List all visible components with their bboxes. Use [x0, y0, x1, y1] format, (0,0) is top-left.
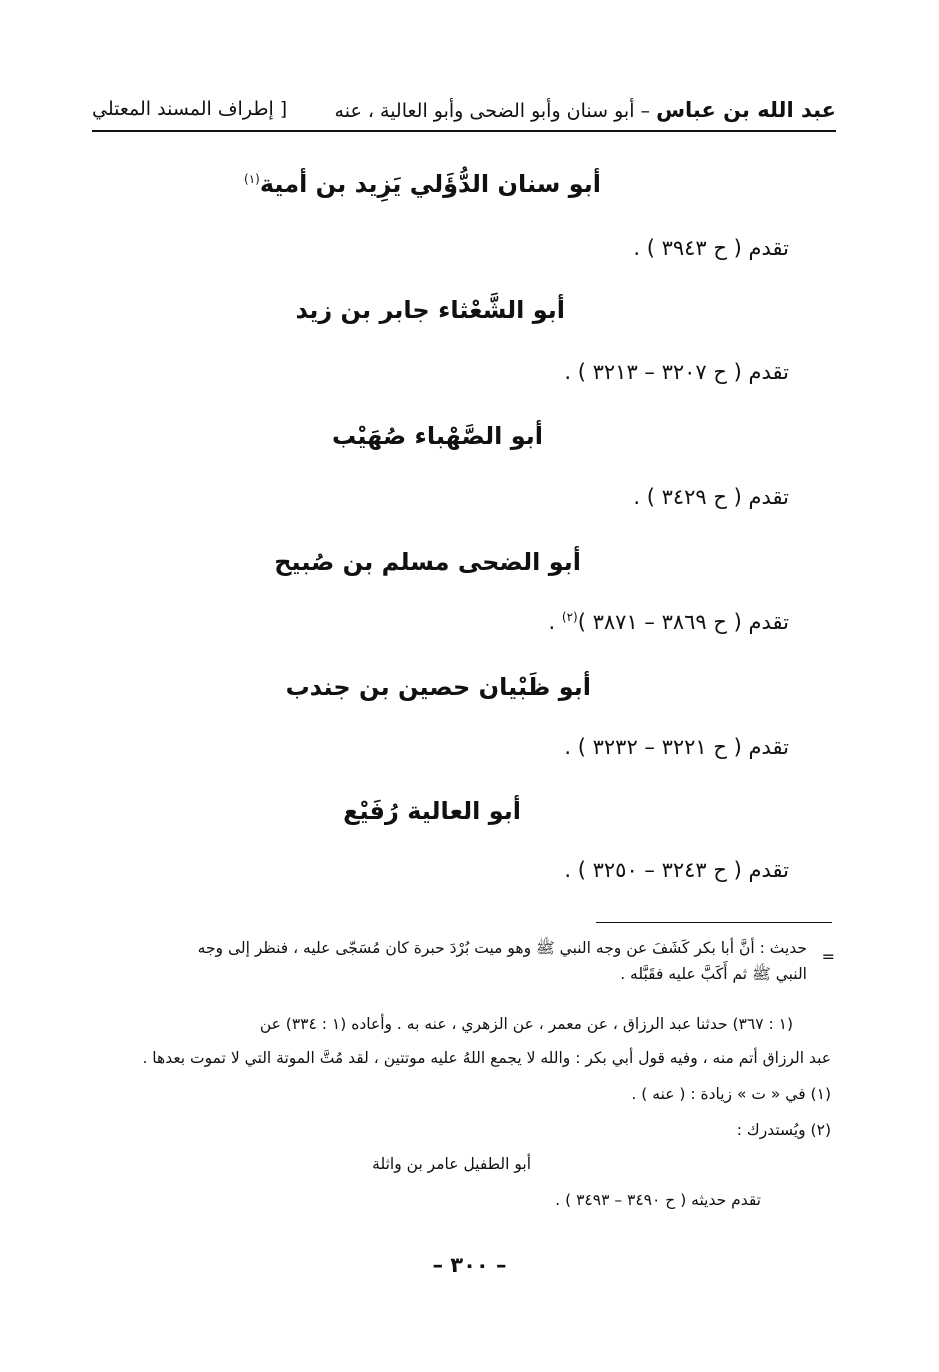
footnote-line-1: حديث : أنَّ أبا بكر كَشَفَ عن وجه النبي ﷺ وهو ميت بُرْدَ حبرة كان مُسَجّى عليه ، فنظر إلى وجه: [197, 939, 807, 957]
cross-reference-1: تقدم ( ح ٣٩٤٣ ) .: [633, 236, 789, 260]
cross-reference-4: [549, 610, 789, 634]
footnote-1: (١) في « ت » زيادة : ( عنه ) .: [631, 1085, 831, 1103]
narrator-heading-5: أبو ظَبْيان حصين بن جندب: [285, 673, 591, 701]
narrator-heading-3: أبو الصَّهْباء صُهَيْب: [331, 422, 543, 450]
header-title: [335, 98, 836, 122]
cross-reference-3: تقدم ( ح ٣٤٢٩ ) .: [633, 485, 789, 509]
footnote-marker: (٢): [561, 610, 578, 624]
footnote-line-3: (١ : ٣٦٧) حدثنا عبد الرزاق ، عن معمر ، عن الزهري ، عنه به . وأعاده (١ : ٣٣٤) عن: [259, 1015, 793, 1033]
narrator-heading-6: أبو العالية رُفَيْع: [343, 797, 521, 825]
footnote-2: (٢) ويُستدرك :: [736, 1121, 831, 1139]
header-book-title: [ إطراف المسند المعتلي: [92, 98, 288, 120]
narrator-heading-4: أبو الضحى مسلم بن صُبيح: [274, 548, 581, 576]
footnote-separator: [596, 922, 832, 923]
reference-end: .: [548, 610, 562, 634]
footnote-2-reference: تقدم حديثه ( ح ٣٤٩٠ – ٣٤٩٣ ) .: [555, 1191, 761, 1209]
reference-text: تقدم ( ح ٣٨٦٩ – ٣٨٧١ ): [577, 610, 789, 634]
cross-reference-2: تقدم ( ح ٣٢٠٧ – ٣٢١٣ ) .: [564, 360, 789, 384]
cross-reference-6: تقدم ( ح ٣٢٤٣ – ٣٢٥٠ ) .: [564, 858, 789, 882]
footnote-marker: (١): [244, 172, 260, 186]
footnote-continuation-mark: =: [821, 947, 835, 966]
footnote-line-2: النبي ﷺ ثم أَكَبَّ عليه فقَبَّله .: [620, 965, 807, 983]
footnote-2-narrator: أبو الطفيل عامر بن واثلة: [372, 1155, 531, 1173]
cross-reference-5: تقدم ( ح ٣٢٢١ – ٣٢٣٢ ) .: [564, 735, 789, 759]
narrator-name: أبو سنان الدُّؤَلي يَزِيد بن أمية: [259, 170, 601, 198]
footnote-line-4: عبد الرزاق أتم منه ، وفيه قول أبي بكر : والله لا يجمع اللهُ عليه موتتين ، لقد مُتَّ الموتة التي لا تموت بعدها .: [142, 1049, 831, 1067]
header-companion-name: عبد الله بن عباس: [656, 98, 836, 122]
narrator-heading-2: أبو الشَّعْثاء جابر بن زيد: [295, 296, 565, 324]
narrator-heading-1: [244, 170, 601, 198]
running-header: [92, 96, 836, 132]
page-number: – ٣٠٠ –: [432, 1253, 507, 1277]
header-narrators: – أبو سنان وأبو الضحى وأبو العالية ، عنه: [334, 100, 657, 122]
